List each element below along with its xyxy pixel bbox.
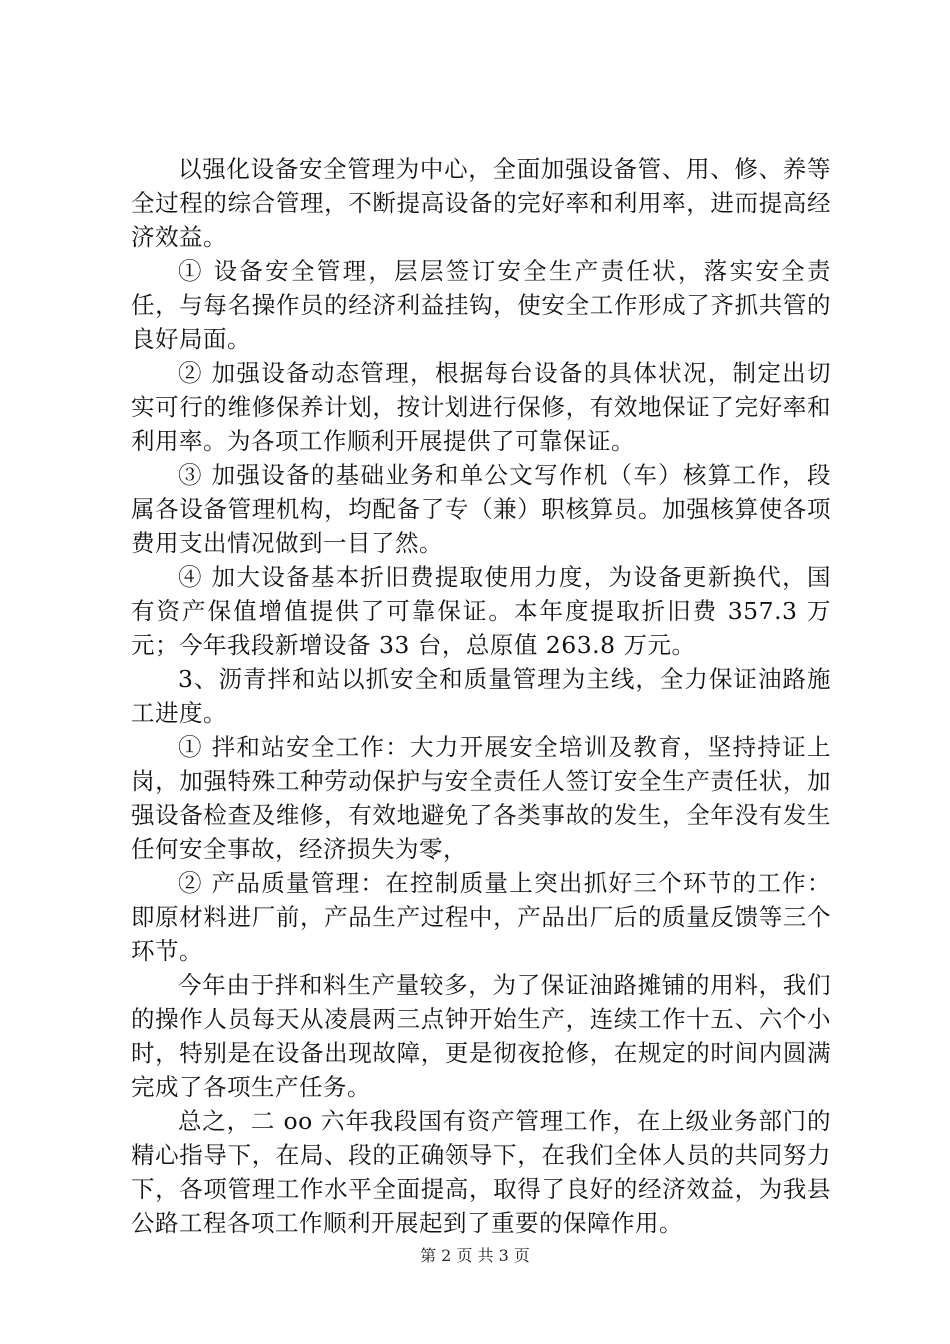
paragraph: ① 拌和站安全工作：大力开展安全培训及教育，坚持持证上岗，加强特殊工种劳动保护与安全责任人签订安全生产责任状，加强设备检查及维修，有效地避免了各类事故的发生，全年没有发生任何安全事故，经济损失为零， <box>131 733 831 863</box>
paragraph: 今年由于拌和料生产量较多，为了保证油路摊铺的用料，我们的操作人员每天从凌晨两三点钟开始生产，连续工作十五、六个小时，特别是在设备出现故障，更是彻夜抢修，在规定的时间内圆满完成了各项生产任务。 <box>131 971 831 1101</box>
paragraph: ③ 加强设备的基础业务和单公文写作机（车）核算工作，段属各设备管理机构，均配备了专（兼）职核算员。加强核算使各项费用支出情况做到一目了然。 <box>131 461 831 557</box>
paragraph: ④ 加大设备基本折旧费提取使用力度，为设备更新换代，国有资产保值增值提供了可靠保证。本年度提取折旧费 357.3 万元；今年我段新增设备 33 台，总原值 263.8 万元。 <box>131 563 831 659</box>
paragraph: 总之，二 oo 六年我段国有资产管理工作，在上级业务部门的精心指导下，在局、段的正确领导下，在我们全体人员的共同努力下，各项管理工作水平全面提高，取得了良好的经济效益，为我县公路工程各项工作顺利开展起到了重要的保障作用。 <box>131 1107 831 1237</box>
paragraph: ① 设备安全管理，层层签订安全生产责任状，落实安全责任，与每名操作员的经济利益挂钩，使安全工作形成了齐抓共管的良好局面。 <box>131 257 831 353</box>
paragraph: 3、沥青拌和站以抓安全和质量管理为主线，全力保证油路施工进度。 <box>131 665 831 727</box>
paragraph: 以强化设备安全管理为中心，全面加强设备管、用、修、养等全过程的综合管理，不断提高设备的完好率和利用率，进而提高经济效益。 <box>131 155 831 251</box>
paragraph: ② 加强设备动态管理，根据每台设备的具体状况，制定出切实可行的维修保养计划，按计划进行保修，有效地保证了完好率和利用率。为各项工作顺利开展提供了可靠保证。 <box>131 359 831 455</box>
page-footer: 第 2 页 共 3 页 <box>420 1246 530 1265</box>
paragraph: ② 产品质量管理：在控制质量上突出抓好三个环节的工作：即原材料进厂前，产品生产过程中，产品出厂后的质量反馈等三个环节。 <box>131 869 831 965</box>
document-body <box>131 152 831 1240</box>
